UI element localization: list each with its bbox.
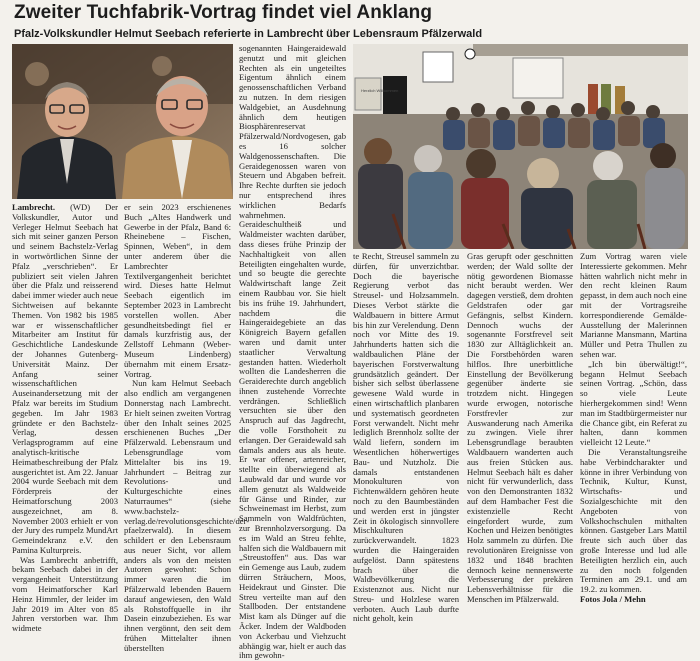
audience-photo-drawing	[353, 44, 688, 249]
audience-photo	[353, 44, 688, 249]
column-6	[580, 251, 688, 604]
paragraph: sogenannten Haingeraidewald genutzt und mit gleichen Rechten als ein ungeteiltes Eigentum ähnlich einem genossenschaftlichen Verband zu nutzen. In dem riesigen Waldgebiet, an Ausdehnung ähnlich dem heutigen Biosphärenreservat Pfälzerwald/Nordvogesen, gab es 16 solcher Waldgenossenschaften. Die Geraidegenossen waren von Steuern und Abgaben befreit. Ihre Rechte durften sie jedoch nur entsprechend ihres wirklichen Bedarfs wahrnehmen. Geraideschultheiß und Waldmeister wachten darüber, dass dieses frühe Prinzip der Nachhaltigkeit von allen Beteiligten eingehalten wurde, und so beugte die gerechte Waldwirtschaft lange Zeit einem Raubbau vor. Sie hielt bis ins frühe 19. Jahrhundert, nachdem die Haingeraidegebiete an das Königreich Bayern gefallen waren und damit unter staatlicher Verwaltung gestanden hatten. Wiederholt wollten die Landesherren die Geraiderechte durch angeblich ihnen zustehende Vorrechte verdrängen. Schließlich versuchten sie über den Anspruch auf das Jagdrecht, die volle Forsthoheit zu erlangen. Der Geraidewald sah damals anders aus als heute. Er war offener, artenreicher, stellte ein überwiegend als Laubwald dar und wurde vor allem genutzt als Waldweide für Gänse und Rinder, zur Schweinemast im Herbst, zum Sammeln von Waldfrüchten, zur Brennholzversorgung. Da es im Wald an Streu fehlte, halfen sich die Waldbauern mit „Streustoffen“ aus. Das war ein Gemenge aus Laub, zudem dürren Sträuchern, Moos, Heidekraut und Ginster. Die Streu verteilte man auf den Stallboden. Der entstandene Mist kam als Dünger auf die Äcker. Indem der Waldboden von Ackerbau und Viehzucht abhängig war, hielt er auch das ihm gewohn-	[239, 43, 347, 661]
paragraph: Zum Vortrag waren viele Interessierte gekommen. Mehr hätten wahrlich nicht mehr in den recht kleinen Raum gepasst, in dem auch noch eine mit der Vortragsreihe korrespondierende Gemälde-Ausstellung der Malerinnen Marianne Mansmann, Martina Müller und Petra Thullen zu sehen war.	[580, 251, 687, 359]
paragraph: Gras gerupft oder geschnitten werden; der Wald sollte der nötig gewordenen Biomasse nicht beraubt werden. Wer dagegen verstieß, dem drohten Geldstrafen oder gar Gefängnis, selbst Kindern. Dennoch wuchs der sogenannte Forstfrevel seit 1830 zur Alltäglichkeit an. Die Forstbehörden waren hilflos. Ihre unerbittliche Einstellung der Bevölkerung gegenüber änderte sie trotzdem nicht. Hingegen wurde erwogen, notorische Forstfrevler zur Auswanderung nach Amerika zu zwingen. Viele ihrer Lebensgrundlage beraubten Waldbauern wanderten auch aus freien Stücken aus. Helmut Seebach hält es daher nicht für verwunderlich, dass von den Demonstranten 1832 auf dem Hambacher Fest die existenzielle Recht eingefordert wurde, zum Kochen und Heizen benötigtes Holz sammeln zu dürfen. Die revolutionären Ereignisse von 1832 und 1848 brachten dennoch keine nennenswerte Verbesserung der prekären Lebensverhältnisse für die Menschen im Pfälzerwald.	[467, 251, 573, 604]
paragraph: „Ich bin überwältigt!“, begann Helmut Seebach seinen Vortrag. „Schön, dass so viele Leute hierhergekommen sind! Wenn man im Stadtbürgermeister nur die Chance gibt, ein Referat zu halten, dann kommen vielleicht 12 Leute.“	[580, 358, 688, 448]
headline: Zweiter Tuchfabrik-Vortrag findet viel Anklang	[14, 2, 433, 23]
paragraph: er sein 2023 erschienenes Buch „Altes Handwerk und Gewerbe in der Pfalz, Band 6: Rheinebene – Fischen, Spinnen, Weben“, in dem unter anderem über die Lambrechter Textilvergangenheit berichtet wird. Dieses hatte Helmut Seebach eigentlich im September 2023 in Lambrecht vorstellen wollen. Aber gesundheitsbedingt fiel er damals kurzfristig aus, der Zellstoff Lehmann (Weber-Museum Lindenberg) übernahm mit einem Ersatz-Vortrag.	[124, 202, 231, 379]
paragraph: Was Lambrecht anbetrifft, bekam Seebach dabei in der vergangenheit Unterstützung vom Heimatforscher Karl Heinz Himmler, der leider im Jahr 2019 im Alter von 85 Jahren verstorben war. Ihm widmete	[12, 554, 118, 634]
paragraph: te Recht, Streusel sammeln zu dürfen, für unverzichtbar. Doch die bayerische Regierung verbot das Streusel- und Holzsammeln. Dieses Verbot stärkte die Waldbauern in bittere Armut bis hin zur Verelendung. Denn noch vor Mitte des 19. Jahrhunderts hatten sich die waldbaulichen Pläne der bayerischen Forstverwaltung grundsätzlich geändert. Der bisher sich selbst überlassene gewesene Wald wurde in einen wirtschaftlich planbaren und systematisch geordneten Forst verwandelt. Nicht mehr lediglich Brennholz sollte der Wald liefern, sondern im Wesentlichen höherwertiges Bau- und Nutzholz. Die damals entstandenen Monokulturen von Fichtenwäldern gehören heute noch zu den Baumbeständen und werden erst in jüngster Zeit in ökologisch sinnvollere Mischkulturen zurückverwandelt. 1823 wurden die Haingeraiden aufgelöst. Dann spätestens brach über die Waldbevölkerung die Existenznot aus. Nicht nur Streu- und Holzlese waren verboten. Auch Laub durfte nicht geholt, kein	[353, 251, 459, 624]
subline: Pfalz-Volkskundler Helmut Seebach referierte in Lambrecht über Lebensraum Pfälzerwald	[14, 28, 483, 40]
welcome-sign: Herzlich Willkommen	[361, 88, 399, 93]
column-5	[467, 251, 573, 604]
paragraph: Nun kam Helmut Seebach also endlich am vergangenen Donnerstag nach Lambrecht. Er hielt seinen zweiten Vortrag über den Inhalt seines 2025 erschienenen Buches „Der Pfälzerwald. Lebensraum und Lebensgrundlage vom Mittelalter bis ins 19. Jahrhundert – Beitrag zur Revolutions- und Kulturgeschichte eines Naturraumes“ (siehe www.bachstelz-verlag.de/revolutionsgeschichte/der-pfaelzerwald). In diesem schildert er den Lebensraum aus neuer Sicht, vor allem anders als von den meisten Autoren gewohnt: Schon immer waren die im Pfälzerwald lebenden Bauern darauf angewiesen, den Wald als Rohstoffquelle in ihr Dasein einzubeziehen. Es war ihnen vergönnt, den seit dem frühen Mittelalter ihnen überstellten	[124, 378, 250, 653]
column-3	[239, 43, 347, 661]
dateline: Lambrecht.	[12, 202, 56, 212]
photo-credit: Fotos Jola / Mehn	[580, 593, 646, 604]
paragraph-text: (WD) Der Volkskundler, Autor und Verleger Helmut Seebach hat sich mit seiner ganzen Person und seinem Bachstelz-Verlag in wortwörtlichen Sinne der Pfalz „verschrieben“. Er publiziert seit vielen Jahren über die Pfalz und reisserend dabei immer wieder auch neue Sichtweisen auf bekannte Themen. Von 1982 bis 1985 war er wissenschaftlicher Mitarbeiter am Institut für Geschichtliche Landeskunde der Johannes Gutenberg-Universität Mainz. Der Anfang seiner wissenschaftlichen Auseinandersetzung mit der Pfalz war bereits im Studium gegeben. Im Jahr 1983 gründete er den Bachstelz-Verlag, dessen Verlagsprogramm auf eine analytisch-kritische Heimatbeschreibung der Pfalz ausgerichtet ist. Am 22. Januar 2004 wurde Seebach mit dem Förderpreis der Heimatforschung 2003 ausgezeichnet, am 8. November 2003 erhielt er von der Jury des rumpelz MundArt Gemeindekranz e.V. den Pamina Kulturpreis.	[12, 202, 118, 555]
column-2	[124, 202, 250, 653]
column-4	[353, 251, 459, 624]
column-1	[12, 202, 118, 634]
paragraph: Die Veranstaltungsreihe habe Verbindcharakter und könne in ihrer Verbindung von Technik, Kultur, Kunst, Wirtschafts- und Sozialgeschichte mit den Angeboten von Volkshochschulen mithalten können. Gastgeber Lars Mattil freute sich auch über das große Interesse und lud alle Beteiligten herzlich ein, auch zu den noch folgenden Terminen am 29.1. und am 19.2. zu kommen.	[580, 446, 687, 595]
portrait-photo-drawing	[12, 44, 233, 199]
paragraph	[12, 203, 118, 556]
portrait-photo	[12, 44, 233, 199]
